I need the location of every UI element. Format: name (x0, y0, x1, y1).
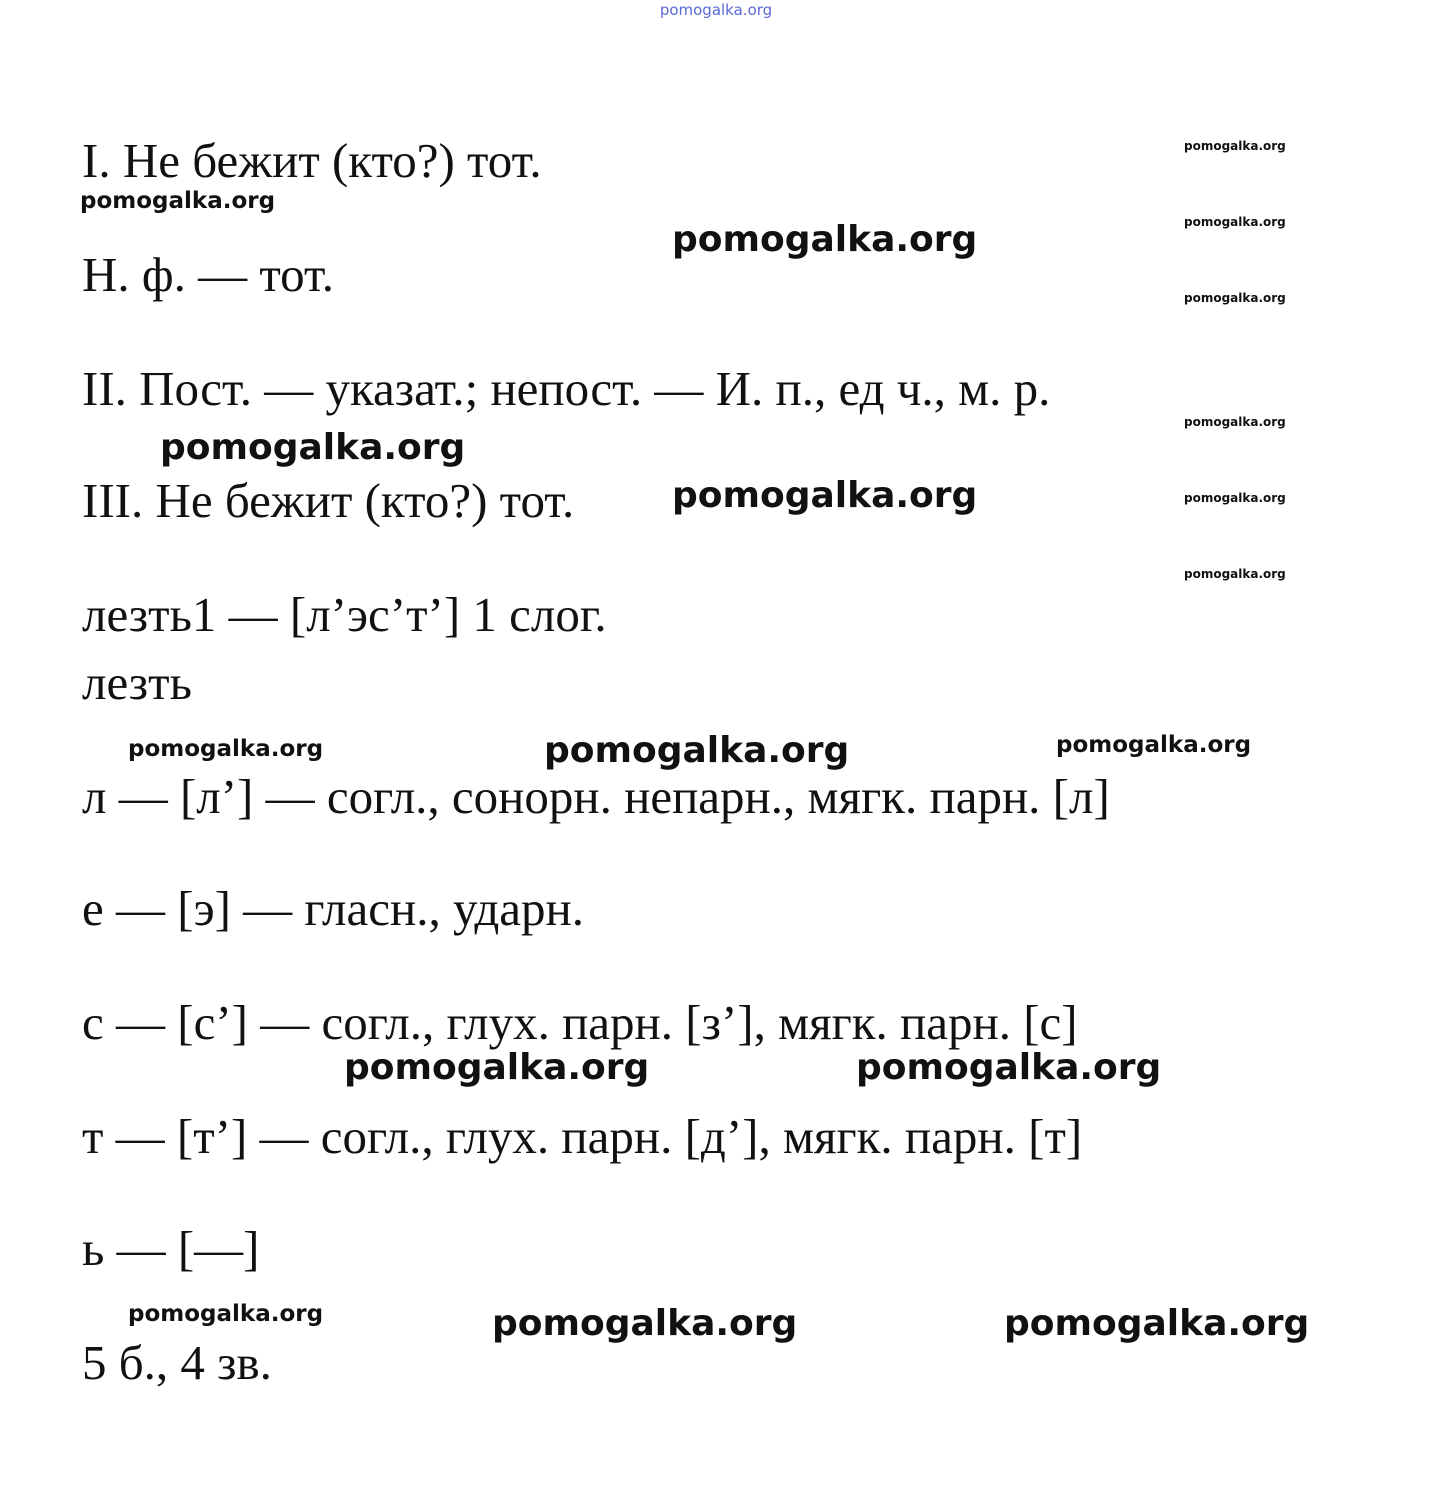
text-line-9: с — [с’] — согл., глух. парн. [з’], мягк. парн. [с] (82, 995, 1078, 1050)
text-line-10: т — [т’] — согл., глух. парн. [д’], мягк. парн. [т] (82, 1109, 1083, 1164)
text-line-7: л — [л’] — согл., сонорн. непарн., мягк. парн. [л] (82, 769, 1110, 824)
text-line-6: лезть (82, 655, 192, 710)
watermark-large: pomogalka.org (344, 1047, 650, 1088)
watermark-large: pomogalka.org (672, 475, 978, 516)
watermark-medium: pomogalka.org (80, 188, 276, 214)
watermark-small: pomogalka.org (1184, 567, 1286, 581)
text-line-4: III. Не бежит (кто?) тот. (82, 473, 575, 528)
text-line-3: II. Пост. — указат.; непост. — И. п., ед ч., м. р. (82, 361, 1051, 416)
watermark-small: pomogalka.org (1184, 291, 1286, 305)
watermark-small: pomogalka.org (1184, 139, 1286, 153)
watermark-small: pomogalka.org (1184, 491, 1286, 505)
watermark-small: pomogalka.org (1184, 215, 1286, 229)
text-line-1: I. Не бежит (кто?) тот. (82, 133, 542, 188)
text-line-12: 5 б., 4 зв. (82, 1335, 272, 1390)
watermark-large: pomogalka.org (1004, 1303, 1310, 1344)
watermark-large: pomogalka.org (160, 427, 466, 468)
text-line-5: лезть1 — [л’эс’т’] 1 слог. (82, 587, 607, 642)
text-line-2: Н. ф. — тот. (82, 247, 334, 302)
text-line-11: ь — [—] (82, 1221, 260, 1276)
watermark-medium: pomogalka.org (128, 736, 324, 762)
watermark-top: pomogalka.org (659, 1, 773, 19)
watermark-large: pomogalka.org (672, 219, 978, 260)
watermark-large: pomogalka.org (544, 730, 850, 771)
watermark-large: pomogalka.org (492, 1303, 798, 1344)
watermark-medium: pomogalka.org (128, 1301, 324, 1327)
watermark-large: pomogalka.org (856, 1047, 1162, 1088)
watermark-medium: pomogalka.org (1056, 732, 1252, 758)
text-line-8: е — [э] — гласн., ударн. (82, 881, 585, 936)
watermark-small: pomogalka.org (1184, 415, 1286, 429)
